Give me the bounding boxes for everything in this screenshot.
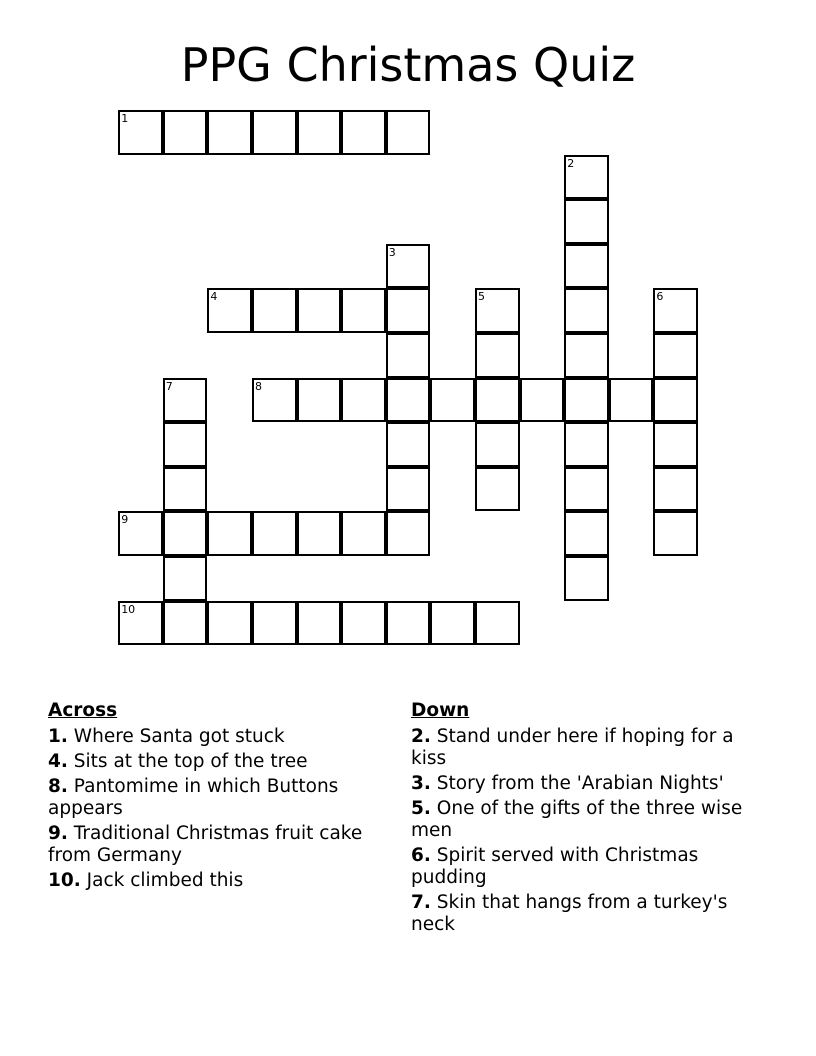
crossword-cell[interactable] [653,378,698,423]
clue-number: 9. [48,823,68,844]
clue-across-10 [48,870,378,892]
crossword-cell[interactable] [386,110,431,155]
clue-text: One of the gifts of the three wise men [411,798,743,841]
cell-number: 8 [255,379,262,393]
crossword-cell[interactable] [341,601,386,646]
crossword-cell[interactable] [297,288,342,333]
crossword-cell[interactable] [475,288,520,333]
down-heading: Down [411,700,470,721]
crossword-cell[interactable] [386,244,431,289]
crossword-cell[interactable] [118,511,163,556]
crossword-cell[interactable] [341,288,386,333]
clue-number: 8. [48,776,68,797]
clue-across-4 [48,751,378,773]
crossword-cell[interactable] [207,511,252,556]
clue-text: Sits at the top of the tree [73,751,308,772]
crossword-cell[interactable] [564,467,609,512]
crossword-cell[interactable] [430,378,475,423]
crossword-cell[interactable] [207,601,252,646]
crossword-cell[interactable] [430,601,475,646]
crossword-cell[interactable] [341,378,386,423]
crossword-cell[interactable] [252,511,297,556]
clue-number: 6. [411,845,431,866]
crossword-cell[interactable] [386,333,431,378]
crossword-cell[interactable] [564,333,609,378]
crossword-cell[interactable] [163,467,208,512]
crossword-cell[interactable] [163,556,208,601]
clue-across-1 [48,726,378,748]
across-heading: Across [48,700,118,721]
clue-number: 1. [48,726,68,747]
clue-number: 7. [411,892,431,913]
crossword-cell[interactable] [252,601,297,646]
crossword-cell[interactable] [341,110,386,155]
crossword-cell[interactable] [163,378,208,423]
crossword-cell[interactable] [564,378,609,423]
clue-number: 10. [48,870,81,891]
clue-number: 3. [411,773,431,794]
clue-number: 5. [411,798,431,819]
clue-text: Traditional Christmas fruit cake from Germany [48,823,363,866]
clue-across-8 [48,776,378,820]
clue-text: Stand under here if hoping for a kiss [411,726,734,769]
crossword-cell[interactable] [341,511,386,556]
crossword-cell[interactable] [386,511,431,556]
crossword-cell[interactable] [207,288,252,333]
clue-down-7 [411,892,756,936]
crossword-cell[interactable] [564,244,609,289]
crossword-cell[interactable] [297,511,342,556]
crossword-cell[interactable] [564,288,609,333]
down-clues [411,700,756,939]
clue-text: Where Santa got stuck [73,726,285,747]
cell-number: 3 [388,245,396,259]
crossword-cell[interactable] [163,110,208,155]
clue-down-2 [411,726,756,770]
crossword-cell[interactable] [564,155,609,200]
clue-down-5 [411,798,756,842]
crossword-cell[interactable] [386,467,431,512]
cell-number: 9 [121,513,129,527]
crossword-cell[interactable] [564,511,609,556]
crossword-cell[interactable] [163,601,208,646]
crossword-cell[interactable] [564,422,609,467]
cell-number: 6 [656,290,664,304]
crossword-cell[interactable] [163,422,208,467]
clue-number: 2. [411,726,431,747]
crossword-cell[interactable] [207,110,252,155]
crossword-cell[interactable] [475,467,520,512]
crossword-cell[interactable] [475,378,520,423]
clue-number: 4. [48,751,68,772]
clue-text: Spirit served with Christmas pudding [411,845,699,888]
crossword-cell[interactable] [653,511,698,556]
crossword-cell[interactable] [118,601,163,646]
crossword-cell[interactable] [386,288,431,333]
cell-number: 10 [121,602,136,616]
crossword-cell[interactable] [475,601,520,646]
cell-number: 1 [121,112,129,125]
cell-number: 7 [165,379,173,393]
clue-text: Story from the 'Arabian Nights' [436,773,724,794]
crossword-cell[interactable] [475,333,520,378]
crossword-cell[interactable] [163,511,208,556]
crossword-cell[interactable] [653,467,698,512]
clue-across-9 [48,823,378,867]
crossword-cell[interactable] [564,556,609,601]
clue-down-3 [411,773,756,795]
crossword-cell[interactable] [475,422,520,467]
clue-text: Skin that hangs from a turkey's neck [411,892,728,935]
crossword-cell[interactable] [653,288,698,333]
cell-number: 4 [210,290,218,304]
crossword-cell[interactable] [609,378,654,423]
crossword-cell[interactable] [252,288,297,333]
crossword-cell[interactable] [653,422,698,467]
crossword-cell[interactable] [297,378,342,423]
page-title: PPG Christmas Quiz [180,38,636,92]
cell-number: 5 [478,290,485,304]
crossword-cell[interactable] [564,199,609,244]
crossword-cell[interactable] [653,333,698,378]
clue-text: Jack climbed this [86,870,244,891]
clue-down-6 [411,845,756,889]
crossword-cell[interactable] [297,110,342,155]
crossword-cell[interactable] [297,601,342,646]
crossword-cell[interactable] [386,601,431,646]
crossword-cell[interactable] [520,378,565,423]
crossword-cell[interactable] [386,378,431,423]
clue-text: Pantomime in which Buttons appears [48,776,339,819]
crossword-cell[interactable] [252,110,297,155]
crossword-cell[interactable] [252,378,297,423]
crossword-cell[interactable] [386,422,431,467]
cell-number: 2 [567,156,575,170]
across-clues [48,700,378,895]
crossword-cell[interactable] [118,110,163,155]
